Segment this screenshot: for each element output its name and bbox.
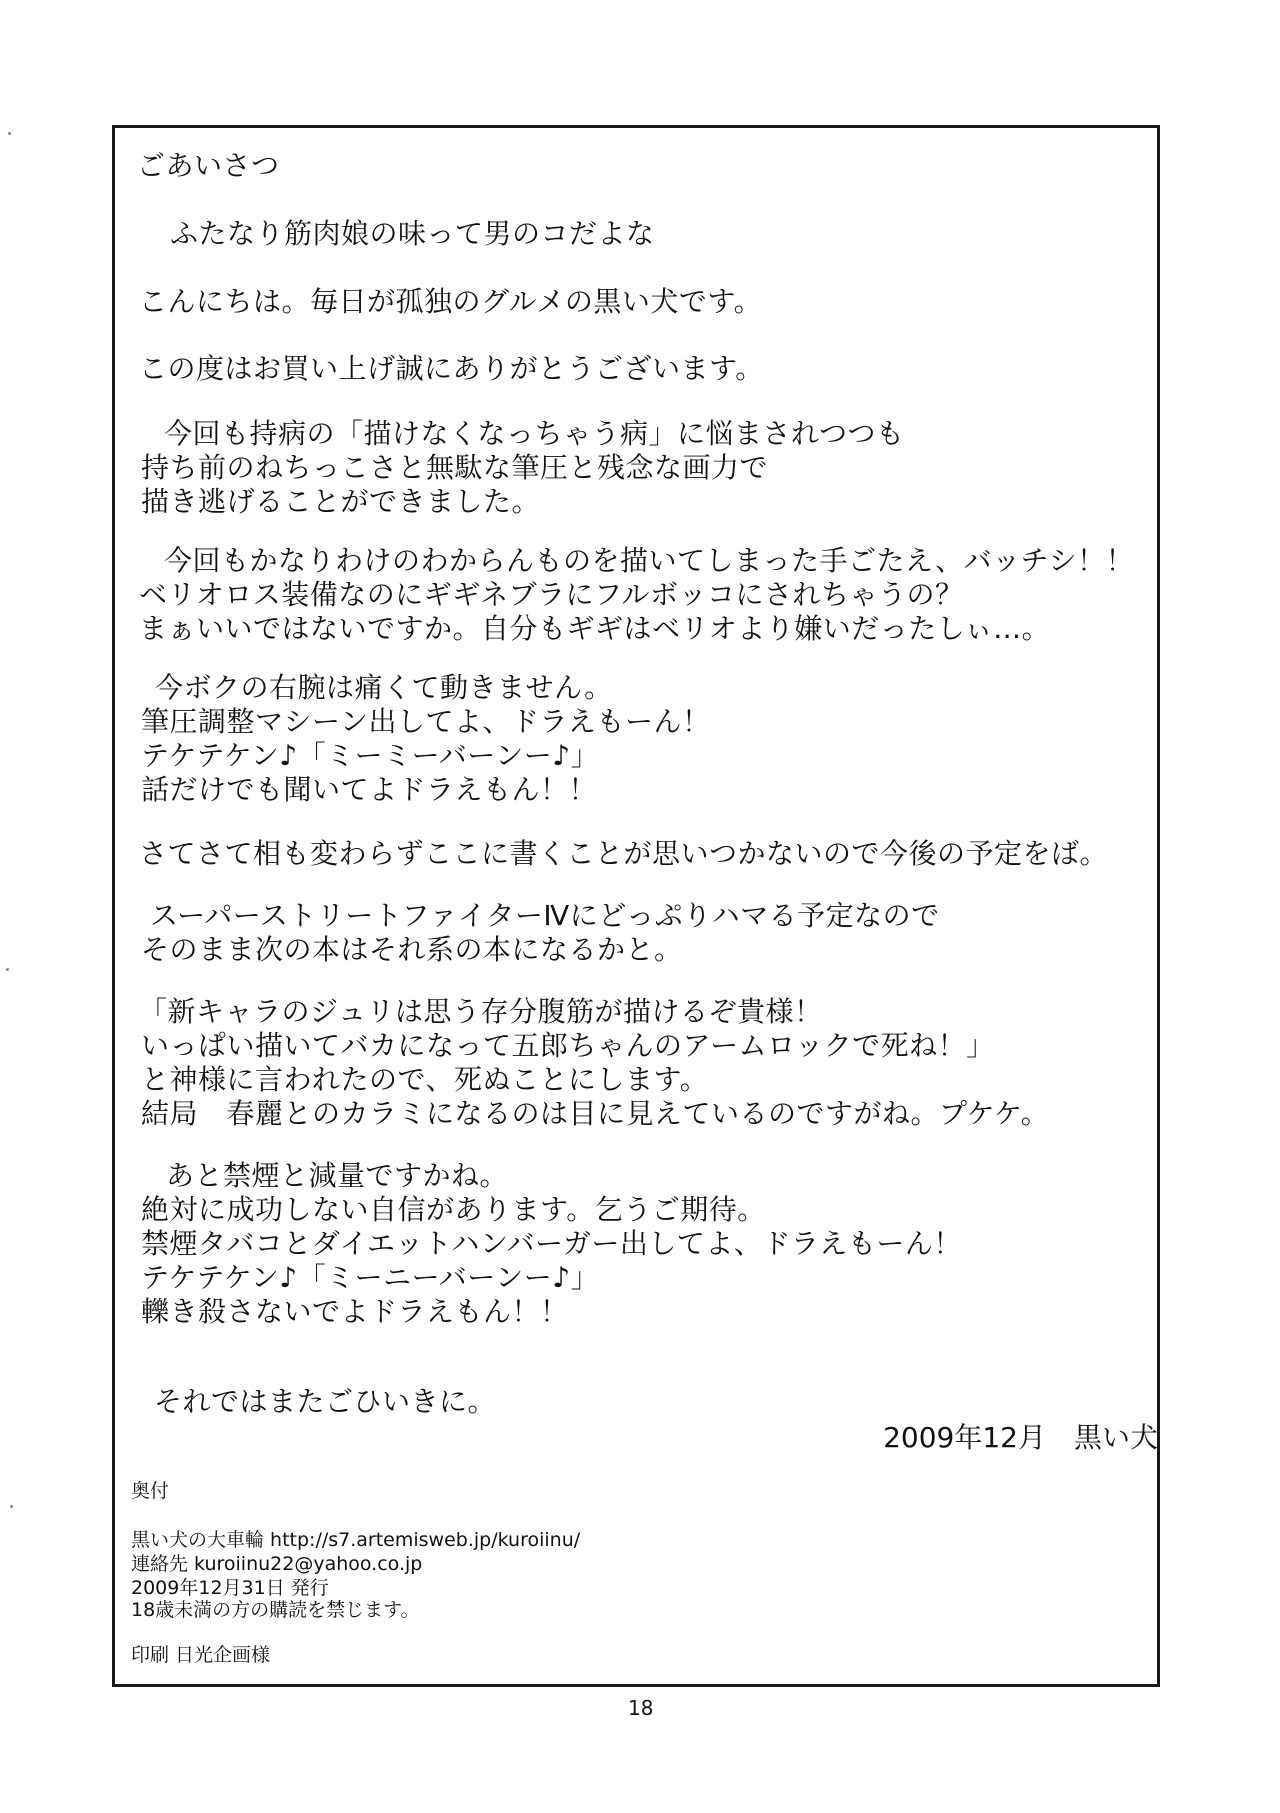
greeting-title: ごあいさつ — [137, 149, 280, 182]
scan-speck — [6, 968, 9, 971]
greeting-line: 話だけでも聞いてよドラえもん！！ — [141, 773, 598, 806]
greeting-line: 絶対に成功しない自信があります。乞うご期待。 — [141, 1193, 766, 1226]
greeting-line: さてさて相も変わらずここに書くことが思いつかないので今後の予定をば。 — [139, 837, 1109, 870]
page-number: 18 — [628, 1696, 654, 1720]
greeting-line: この度はお買い上げ誠にありがとうございます。 — [139, 352, 764, 385]
colophon-printer: 印刷 日光企画様 — [131, 1644, 271, 1666]
colophon-contact-email: 連絡先 kuroiinu22@yahoo.co.jp — [131, 1553, 423, 1575]
greeting-line: 描き逃げることができました。 — [141, 485, 541, 518]
signature-date: 2009年12月 黒い犬 — [883, 1421, 1158, 1454]
greeting-line: 轢き殺さないでよドラえもん！！ — [141, 1295, 569, 1328]
greeting-line: そのまま次の本はそれ系の本になるかと。 — [141, 933, 683, 966]
colophon-heading: 奥付 — [131, 1480, 170, 1502]
greeting-line: テケテケン♪「ミーミーバーンー♪」 — [141, 739, 600, 772]
colophon-issue-date: 2009年12月31日 発行 — [131, 1577, 329, 1599]
scan-speck — [8, 132, 11, 135]
greeting-line: いっぱい描いてバカになって五郎ちゃんのアームロックで死ね！」 — [141, 1029, 995, 1062]
greeting-line: 今ボクの右腕は痛くて動きません。 — [155, 671, 613, 704]
greeting-line-headline: ふたなり筋肉娘の味って男のコだよな — [170, 217, 655, 250]
greeting-line: テケテケン♪「ミーニーバーンー♪」 — [141, 1261, 600, 1294]
greeting-line: 「新キャラのジュリは思う存分腹筋が描けるぞ貴様！ — [139, 995, 823, 1028]
greeting-line: 結局 春麗とのカラミになるのは目に見えているのですがね。プケケ。 — [141, 1097, 1050, 1130]
greeting-line: 今回も持病の「描けなくなっちゃう病」に悩まされつつも — [164, 417, 905, 450]
greeting-line: まぁいいではないですか。自分もギギはベリオより嫌いだったしぃ…。 — [139, 612, 1051, 645]
greeting-line: あと禁煙と減量ですかね。 — [166, 1159, 509, 1192]
colophon-circle-url: 黒い犬の大車輪 http://s7.artemisweb.jp/kuroiinu/ — [131, 1529, 581, 1551]
greeting-line: 持ち前のねちっこさと無駄な筆圧と残念な画力で — [141, 451, 769, 484]
greeting-line: こんにちは。毎日が孤独のグルメの黒い犬です。 — [139, 285, 763, 318]
greeting-line: ベリオロス装備なのにギギネブラにフルボッコにされちゃうの？ — [139, 578, 964, 611]
scan-speck — [10, 1505, 13, 1508]
greeting-line: 筆圧調整マシーン出してよ、ドラえもーん！ — [141, 705, 711, 738]
greeting-line: と神様に言われたので、死ぬことにします。 — [141, 1063, 709, 1096]
greeting-line: スーパーストリートファイターⅣにどっぷりハマる予定なので — [150, 899, 940, 932]
colophon-age-notice: 18歳未満の方の購読を禁じます。 — [131, 1599, 420, 1621]
greeting-line: 禁煙タバコとダイエットハンバーガー出してよ、ドラえもーん！ — [141, 1227, 962, 1260]
closing-line: それではまたごひいきに。 — [154, 1385, 497, 1418]
greeting-line: 今回もかなりわけのわからんものを描いてしまった手ごたえ、バッチシ！！ — [164, 544, 1135, 577]
